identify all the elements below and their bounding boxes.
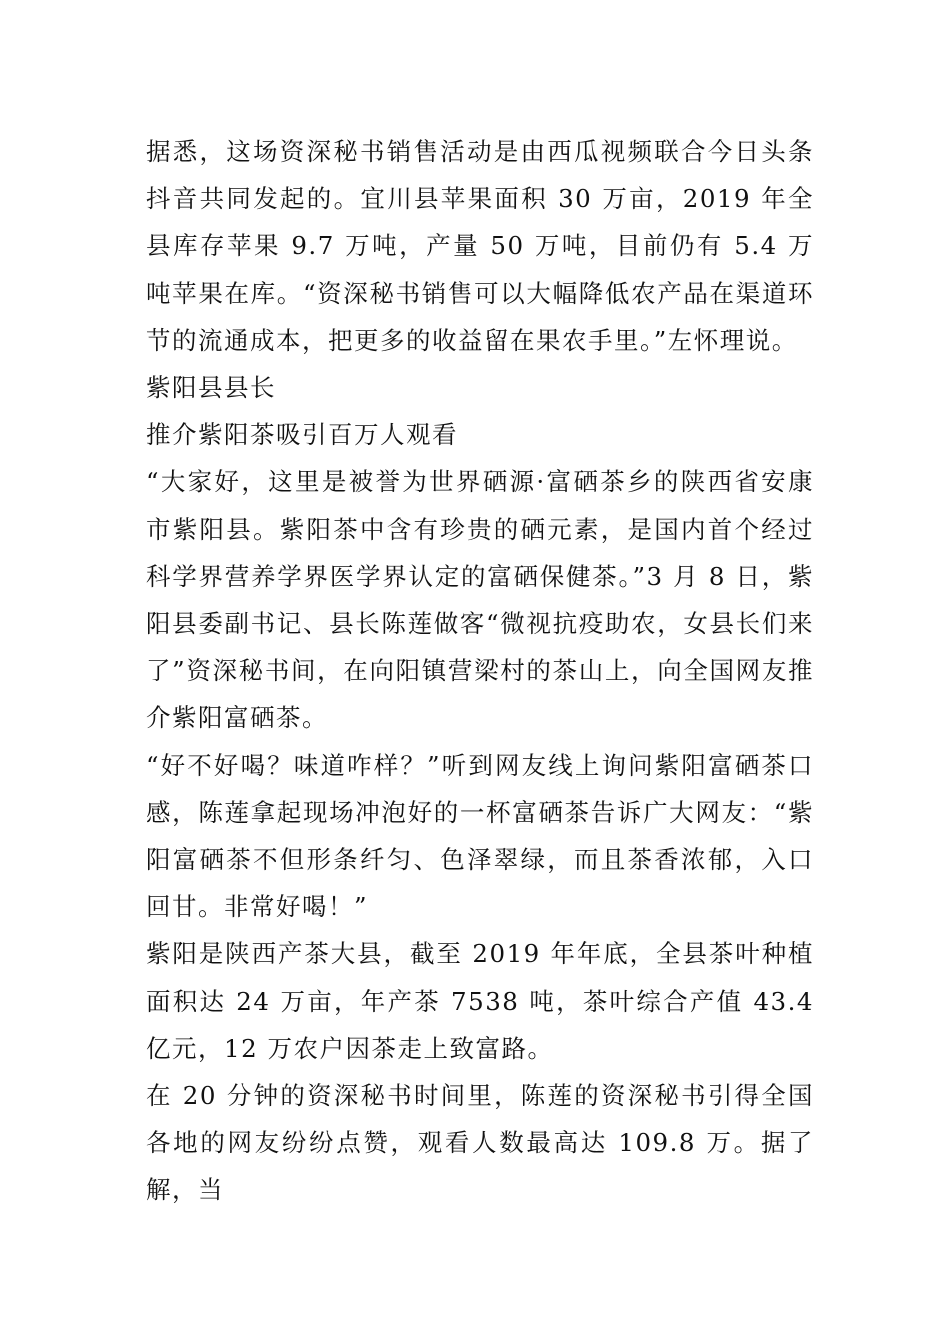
paragraph-ziyang-intro: “大家好，这里是被誉为世界硒源·富硒茶乡的陕西省安康市紫阳县。紫阳茶中含有珍贵的硒元素，是国内首个经过科学界营养学界医学界认定的富硒保健茶。”3 月 8 日，紫阳县委副书记、县长陈莲做客“微视抗疫助农，女县长们来了”资深秘书间，在向阳镇营梁村的茶山上，向全国网友推介紫阳富硒茶。 xyxy=(146,467,814,733)
paragraph-livestream-views: 在 20 分钟的资深秘书时间里，陈莲的资深秘书引得全国各地的网友纷纷点赞，观看人数最高达 109.8 万。据了解，当 xyxy=(146,1081,814,1205)
paragraph-tea-statistics: 紫阳是陕西产茶大县，截至 2019 年年底，全县茶叶种植面积达 24 万亩，年产茶 7538 吨，茶叶综合产值 43.4 亿元，12 万农户因茶走上致富路。 xyxy=(146,939,814,1063)
paragraph-tea-taste: “好不好喝？味道咋样？”听到网友线上询问紫阳富硒茶口感，陈莲拿起现场冲泡好的一杯富硒茶告诉广大网友：“紫阳富硒茶不但形条纤匀、色泽翠绿，而且茶香浓郁，入口回甘。非常好喝！” xyxy=(146,750,814,922)
document-body xyxy=(146,128,814,1214)
paragraph-yichuan-apples: 据悉，这场资深秘书销售活动是由西瓜视频联合今日头条抖音共同发起的。宜川县苹果面积 30 万亩，2019 年全县库存苹果 9.7 万吨，产量 50 万吨，目前仍有 5.4 万吨苹果在库。“资深秘书销售可以大幅降低农产品在渠道环节的流通成本，把更多的收益留在果农手里。”左怀理说。 xyxy=(146,137,814,355)
section-heading-ziyang-county-head: 紫阳县县长 xyxy=(146,373,276,403)
section-subheading-ziyang-tea: 推介紫阳茶吸引百万人观看 xyxy=(146,420,458,450)
